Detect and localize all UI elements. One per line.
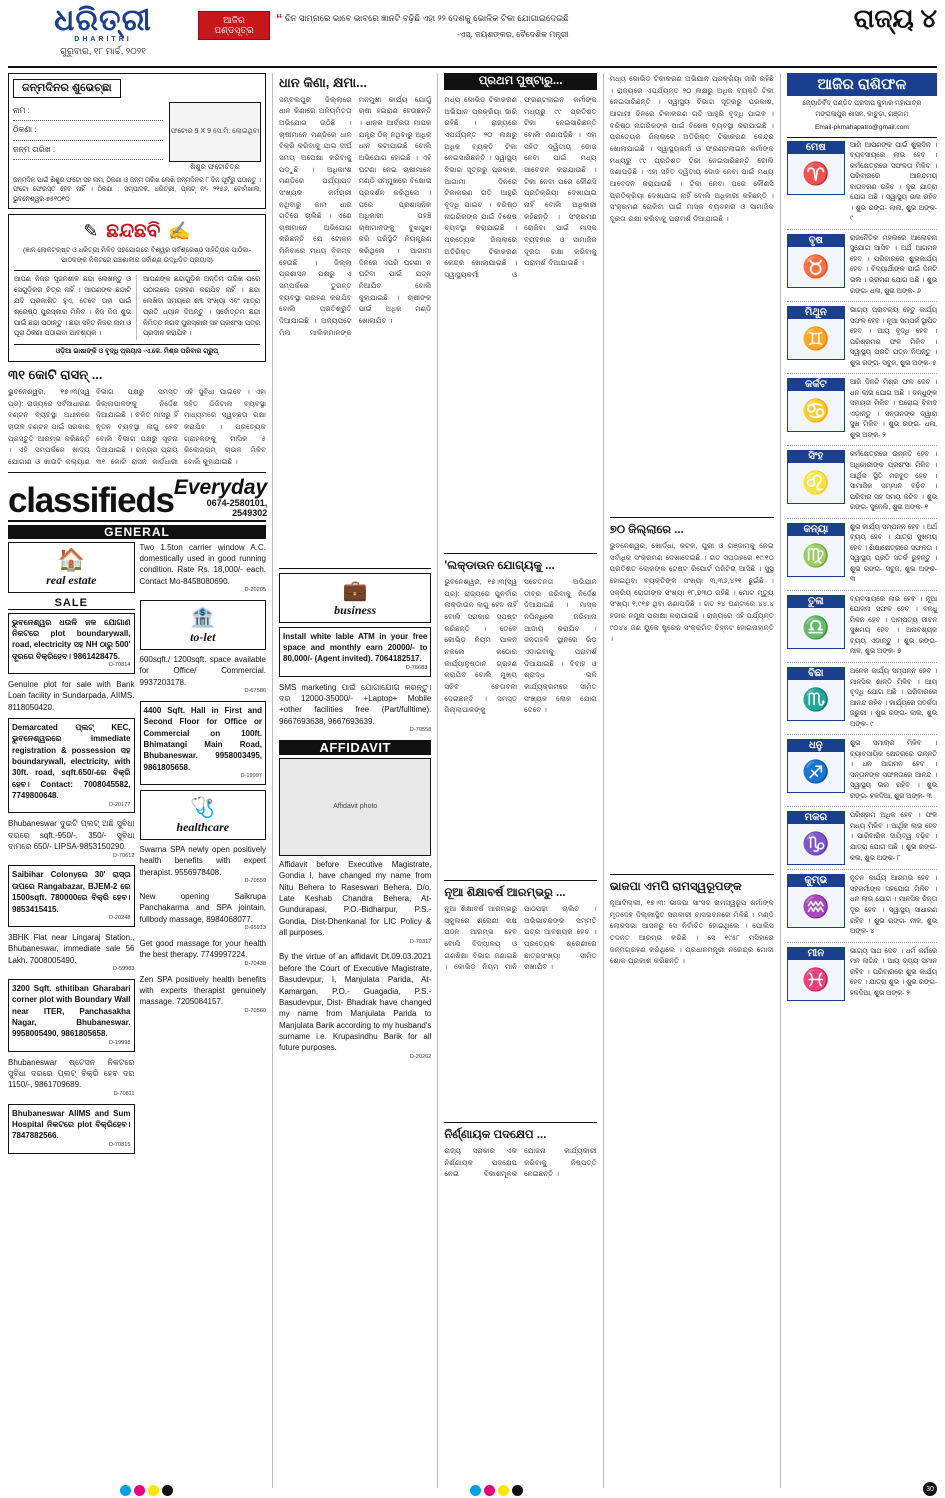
scorpio-icon: ♏	[787, 680, 845, 721]
ad-text: Affidavit before Executive Magistrate, Gondia I, have changed my name from Nitu Behera to Raseswari Behera. D/o. Late Keshab Chandra Behera, At- Gundurapasi, P.O.-Bidharpur, P.S.- Gondia, Dist-Dhenkanal for LIC Policy & all purposes.	[279, 859, 432, 938]
article-ration-body: ଭୁବନେଶ୍ୱର, ୧୭।୩(ସ୍ୱ ପ୍ର): ରାଜ୍ୟରେ ସର୍ବସାଧାରଣ ବଣ୍ଟନ ବ୍ୟବସ୍ଥା ଅଧୀନରେ ଚାଉଳ ବଣ୍ଟନ ପାଇଁ ସରକାର ପ୍ରସ୍ତୁତି ଆରମ୍ଭ କରିଛନ୍ତି । ଏହି ସମ୍ପର୍କରେ ଖାଦ୍ୟ ଯୋଗାଣ ଓ ଖାଉଟି କଲ୍ୟାଣ ବିଭାଗ ପକ୍ଷରୁ ସମସ୍ତ ଜିଲ୍ଲାପାଳଙ୍କୁ ନିର୍ଦ୍ଦେଶ ଦିଆଯାଇଛି । ଚଳିତ ମାସରୁ ହିଁ ନୂତନ ବ୍ୟବସ୍ଥା ଲାଗୁ ହେବ ବୋଲି ବିଭାଗ ପକ୍ଷରୁ ସୂଚନା ଦିଆଯାଇଛି । ରାଜ୍ୟର ପ୍ରାୟ ୩୧ କୋଟି ରାସନ କାର୍ଡ଼ଧାରୀ ଏହି ସୁବିଧା ପାଇବେ । ଏହା ସହିତ ଡିଜିଟାଲ ବ୍ୟବସ୍ଥା ମାଧ୍ୟମରେ ସ୍ୱଚ୍ଛତା ରକ୍ଷା କରାଯିବ । ପ୍ରତ୍ୟେକ ଗ୍ରାହକଙ୍କୁ ମାସିକ ୫ କିଲୋଗ୍ରାମ୍ ଚାଉଳ ମିଳିବ ବୋଲି କୁହାଯାଇଛି ।	[8, 386, 266, 466]
classified-ad[interactable]	[8, 1104, 135, 1154]
ad-text: Bhubaneswar AIIMS and Sum Hospital ନିକଟରେ plot ବିକ୍ରିହେବ। 7847882566.	[12, 1108, 131, 1141]
article-dhan-headline: ଧାନ କିଣା, କ୍ଷମା...	[279, 75, 367, 90]
rashi-name: ସିଂହ	[787, 450, 845, 463]
rashi-row	[787, 739, 937, 807]
ad-text: New opening Saikrupa Panchakarma and SPA jointain, fullbody massage, 8984068077.	[139, 892, 266, 924]
classified-ad[interactable]	[140, 542, 267, 595]
ad-text: Install white lable ATM in your free space and monthly earn 20000/- to 80,000/- (Agent invited). 7064182517.	[283, 631, 428, 664]
rashi-text: ଭାଗ୍ୟ ପ୍ରାବଲ୍ୟ ହେତୁ କାର୍ଯ୍ୟ ସଫଳ ହେବ । ନୂଆ ସମ୍ପର୍କ ସ୍ଥାପିତ ହେବ । ଆୟ ବୃଦ୍ଧି ହେବ । ପରିଶ୍ରମର ଫଳ ମିଳିବ । ସ୍ୱାସ୍ଥ୍ୟ ପ୍ରତି ଯତ୍ନ ନିଅନ୍ତୁ । ଶୁଭ ରଙ୍ଗ- ସବୁଜ, ଶୁଭ ଅଙ୍କ- ୫	[849, 307, 938, 367]
rashi-icon-makara	[787, 811, 845, 865]
aquarius-icon: ♒	[787, 887, 845, 928]
business-icon-box	[279, 573, 431, 623]
section-title	[722, 6, 937, 32]
ad-code: D-70811	[113, 1090, 135, 1097]
article-70-body: ଭୁବନେଶ୍ୱର, ଖୋର୍ଦ୍ଧା, କଟକ, ପୁରୀ ଓ ଗଞ୍ଜାମକୁ ନେଇ ସର୍ବାଧିକ ସଂକ୍ରମଣ ଦେଖାଦେଇଛି । ଗତ ସପ୍ତାହରେ ୧୯.୧୦ ପ୍ରତିଶତ ଲୋକଙ୍କ ଟେଷ୍ଟ ରିପୋର୍ଟ ପଜିଟିଭ୍ ଆସିଛି । ସୁସ୍ଥ ହୋଇଥିବା ବ୍ୟକ୍ତିଙ୍କ ସଂଖ୍ୟା ୩,୩୬,୪୨୧ ଛୁଇଁଛି । ସକ୍ରିୟ ରୋଗୀଙ୍କ ସଂଖ୍ୟା ୧୮,୭୩୦ ରହିଛି । ମୋଟ ମୃତ୍ୟୁ ସଂଖ୍ୟା ୧,୯୧୭ ଥିବା ଜଣାପଡ଼ିଛି । ଗତ ୨୪ ଘଣ୍ଟାରେ ୪୪.୪ ହଜାର ନମୁନା ପରୀକ୍ଷା କରାଯାଇଛି । ରାଜ୍ୟରେ ଏହି ପର୍ଯ୍ୟନ୍ତ ୯୦୪୪ ଜଣ ୟୁକେ ଷ୍ଟ୍ରେନ ସଂକ୍ରମିତ ଚିହ୍ନଟ ହୋଇନାହାନ୍ତି ।	[609, 541, 774, 644]
ad-code: D-70815	[109, 1141, 131, 1148]
ad-text: 3BHK Flat near Lingaraj Station., Bhubaneswar, immediate sale 56 Lakh. 7008005490.	[8, 932, 135, 965]
leo-icon: ♌	[787, 463, 845, 504]
rashi-row	[787, 234, 937, 302]
ad-code: D-70438	[244, 960, 266, 967]
registration-dots-right	[470, 1485, 523, 1496]
article-dhan	[279, 75, 431, 564]
rashi-row	[787, 811, 937, 870]
pisces-icon: ♓	[787, 960, 845, 1001]
birthday-field-name: ନାମ :	[13, 102, 163, 121]
registration-dots-left	[120, 1485, 173, 1496]
chhanda-footer: ଓଡ଼ିଆ ଭାଷାଙ୍କି ଓ ବୃଦ୍ଧି ପ୍ରୟାସ -ଏ.କେ. ମିଶ୍ର ପରିବାର ଗ୍ରୁପ୍	[14, 344, 260, 356]
ad-text: Get good massage for your health the best therapy. 7749997224.	[139, 939, 266, 960]
article-new-school-headline: ନୂଆ ଶିକ୍ଷାବର୍ଷ ଆରମ୍ଭରୁ ...	[444, 887, 566, 899]
article-bjp-headline: ଭାଜପା ଏମପି ରାମସ୍ୱରୂପଙ୍କ	[609, 881, 742, 893]
ad-code: D-20262	[409, 1053, 432, 1060]
footer-color-bar	[0, 1482, 945, 1498]
ad-code: D-20248	[109, 914, 131, 921]
birthday-fields	[13, 102, 163, 172]
rashi-icon-bichha	[787, 667, 845, 730]
classified-ad[interactable]	[279, 859, 431, 946]
rashi-icon-kanya	[787, 523, 845, 586]
real-estate-label: real estate	[46, 572, 97, 587]
classifieds-col-1	[8, 542, 135, 1159]
rashi-row	[787, 595, 937, 663]
classified-ad[interactable]	[279, 682, 431, 735]
rashi-text: କର୍ମକ୍ଷେତ୍ରରେ ଉନ୍ନତି ହେବ । ଅଧିକାରୀଙ୍କ ପ୍ରଶଂସା ମିଳିବ । ଆର୍ଥିକ ସ୍ଥିତି ମଜବୁତ ହେବ । ସାମାଜିକ ସମ୍ମାନ ବଢ଼ିବ । ପରିବାର ସହ ସମୟ କଟିବ । ଶୁଭ ରଙ୍ଗ- ସୁନେଲି, ଶୁଭ ଅଙ୍କ- ୧	[849, 451, 938, 512]
ad-text: 3200 Sqft. sthitiban Gharabari corner plot with Boundary Wall near ITER, Panchasakha Nagar, Bhubaneswar. 9958005490, 9861805658.	[12, 983, 131, 1039]
ad-text: 600sqft./ 1200sqft. space available for Office/ Commercial. 9937203178.	[139, 654, 266, 687]
rashi-text: ଭାଗ୍ୟ ସାଥ ଦେବ । ଧର୍ମ କର୍ମରେ ମନ ଲାଗିବ । ଆୟ ବ୍ୟୟ ସମାନ ରହିବ । ପରିବାରରେ ଶୁଭ କାର୍ଯ୍ୟ ହେବ । ଯାତ୍ରା ଶୁଭ । ଶୁଭ ରଙ୍ଗ- ହଳଦିଆ, ଶୁଭ ଅଙ୍କ- ୨	[849, 947, 938, 997]
ad-code: D-65913	[244, 925, 266, 932]
rashi-row	[787, 947, 937, 1005]
rashifala-title: ଆଜିର ରାଶିଫଳ	[787, 73, 937, 96]
real-estate-icon-box	[8, 542, 135, 593]
classified-ad[interactable]	[8, 718, 135, 813]
magenta-dot	[134, 1485, 145, 1496]
ad-code: D-70558	[409, 727, 432, 734]
rashi-text: ରାଜନୈତିକ ମହଲରେ ଆଲୋଚନା ସୁଯୋଗ ଆସିବ । ଅର୍ଥ ଆଗମନ ହେବ । ପରିବାରରେ ଶୁଭକାର୍ଯ୍ୟ ହେବ । ବିଦ୍ୟାର୍ଥୀଙ୍କ ପାଇଁ ଦିନଟି ଭଲ । ଭ୍ରମଣ ଯୋଗ ଅଛି । ଶୁଭ ରଙ୍ଗ- ଧଳା, ଶୁଭ ଅଙ୍କ- ୬	[849, 234, 938, 295]
rashi-text: ଶୁଭ କାର୍ଯ୍ୟ ସମ୍ପନ୍ନ ହେବ । ଅର୍ଥ ବ୍ୟୟ ହେବ । ଯାତ୍ରା ସୁଖମୟ ହେବ । ଶିକ୍ଷାକ୍ଷେତ୍ରରେ ସଫଳତା । ସ୍ୱାସ୍ଥ୍ୟ ପ୍ରତି ସତର୍କ ରୁହନ୍ତୁ । ଶୁଭ ରଙ୍ଗ- ସବୁଜ, ଶୁଭ ଅଙ୍କ- ୩	[849, 523, 938, 584]
ad-code: D-19998	[109, 1039, 131, 1046]
issue-date: ଗୁରୁବାର, ୧୮ ମାର୍ଚ୍ଚ, ୨୦୨୧	[60, 46, 146, 56]
chhanda-text-left: ଆପଣ ନିଜର ସୃଜନଶୀଳ ଛନ୍ଦା ଲେଖନ୍ତୁ ଓ ସେଗୁଡ଼ିକର ଚିତ୍ର ନାହିଁ । ଆପଣଙ୍କ ଛନ୍ଦାଟି ଯଦି ପ୍ରକାଶିତ ହୁଏ, ତେବେ ତାହା ପାଇଁ ଶ୍ରେଷ୍ଠ ପୁରସ୍କାର ମିଳିବ । ନିଜ ନିଜ ଶୁଭ ପାଇଁ ଛନ୍ଦା ପଠାନ୍ତୁ । ଛନ୍ଦା ସହିତ ନିଜର ନାମ ଓ ପୂରା ଠିକଣା ପଠାଇବା ଆବଶ୍ୟକ ।	[14, 275, 137, 340]
rashi-row	[787, 306, 937, 374]
classified-ad[interactable]	[140, 938, 267, 969]
key-dot	[162, 1485, 173, 1496]
briefcase-people-icon: 💼	[342, 579, 368, 602]
ad-text: Two 1.5ton carrier window A.C. domestically used in good running condition. Rate Rs. 18,000/- each. Contact Mo-8458080690.	[139, 542, 266, 586]
ad-text: Demarcated ପ୍ଲଟ୍ KEC, ଭୁବନେଶ୍ୱରରେ immediate registration & possession ସହ boundarywall, electricity, with 30ft. road, sqft.650/-ରେ ବିକ୍ରି ହେବ। Contact: 7008045582, 7749800648.	[12, 722, 131, 801]
rashi-icon-dhanu	[787, 739, 845, 802]
rashi-text: ବ୍ୟବସାୟରେ ଲାଭ ହେବ । ନୂଆ ଯୋଜନା ସଫଳ ହେବ । ବନ୍ଧୁ ମିଳନ ହେବ । ଦାମ୍ପତ୍ୟ ଜୀବନ ସୁଖମୟ ହେବ । ଅନାବଶ୍ୟକ ବ୍ୟୟ ଏଡ଼ାନ୍ତୁ । ଶୁଭ ରଙ୍ଗ- ନୀଳ, ଶୁଭ ଅଙ୍କ- ୭	[849, 595, 938, 656]
rashi-row	[787, 523, 937, 591]
rashi-text: ଶୁଭ ସମାଚାର ମିଳିବ । ବ୍ୟାବସାୟିକ କ୍ଷେତ୍ରରେ ଉନ୍ନତି । ଧନ ଆଗମନ ହେବ । ସନ୍ତାନଙ୍କ ସଫଳତାରେ ଆନନ୍ଦ । ସ୍ୱାସ୍ଥ୍ୟ ଭଲ ରହିବ । ଶୁଭ ରଙ୍ଗ- ହଳଦିଆ, ଶୁଭ ଅଙ୍କ- ୩	[849, 740, 938, 800]
ad-code: D-67586	[244, 687, 266, 694]
chhanda-text-right: ଆପଣଙ୍କ ଛନ୍ଦାଗୁଡ଼ିକ ଅନ୍ତିମ ତାରିଖ ପରେ ପଠାଇଲେ ଗ୍ରହଣ କରାଯିବ ନାହିଁ । ଛନ୍ଦା ଲେଖିବା ସମୟରେ ଶବ୍ଦ ସଂଖ୍ୟା ଏବଂ ମାତ୍ରା ପ୍ରତି ଧ୍ୟାନ ଦିଅନ୍ତୁ । ସର୍ବୋତ୍ତମ ଛନ୍ଦା ନିମିତ୍ତ ନଗଦ ପୁରସ୍କାର ସହ ପ୍ରଶଂସା ପତ୍ର ପ୍ରଦାନ କରାଯିବ ।	[143, 276, 260, 338]
classified-ad[interactable]	[8, 1057, 135, 1099]
rashi-name: ତୁଳା	[787, 595, 845, 608]
classifieds-section	[8, 477, 266, 1159]
rashi-icon-mithuna	[787, 306, 845, 369]
classified-ad[interactable]	[140, 701, 267, 785]
rashi-name: କର୍କଟ	[787, 378, 845, 391]
birthday-field-address: ଠିକଣା :	[13, 121, 163, 140]
rashi-name: ମକର	[787, 811, 845, 824]
cancer-icon: ♋	[787, 391, 845, 432]
classified-ad[interactable]	[8, 613, 135, 674]
healthcare-icon-box	[140, 790, 267, 840]
quote-mark-icon: “	[276, 11, 283, 26]
classifieds-sale-header: SALE	[8, 597, 135, 610]
rashi-row	[787, 141, 937, 230]
classifieds-title: classifieds	[8, 481, 174, 521]
business-label: business	[334, 602, 377, 617]
rashi-icon-mesha	[787, 141, 845, 225]
libra-icon: ♎	[787, 608, 845, 649]
cyan-dot	[470, 1485, 481, 1496]
aries-icon: ♈	[787, 154, 845, 195]
classifieds-col-2	[140, 542, 267, 1159]
rashi-row	[787, 378, 937, 446]
chhanda-subtitle: (ଜ୍ଞାନ ଲୋକଟ୍ରଷ୍ଟ ଓ ଧରିତ୍ରୀ ମିଳିତ ସହଯୋଗରେ ବିଶ୍ୱର ସର୍ବଶ୍ରେଷ୍ଠ ସାହିତ୍ୟିକ ପାଠିକା-ପାଠକଙ୍କ ନିକଟରେ ପଞ୍ଚଶାଳୀର ସର୍ବାଣ୍ଣ ଉଦ୍ଧିଡ଼ିତ ପ୍ରୟାସ)	[14, 246, 260, 271]
ad-code: D-20177	[109, 801, 131, 808]
article-prathama-headline: ପ୍ରଥମ ପୁଷ୍ଟାରୁ...	[444, 73, 596, 90]
page-columns	[8, 73, 937, 1488]
classified-ad[interactable]	[8, 679, 135, 713]
masthead	[8, 6, 937, 68]
rashi-name: କୁମ୍ଭ	[787, 874, 845, 887]
masthead-brand	[8, 6, 198, 57]
classifieds-phone: 0674-2580101, 2549302	[206, 497, 268, 518]
affidavit-photo: Affidavit photo	[279, 758, 431, 856]
to-let-sign-icon: 🏦	[190, 606, 216, 629]
article-70-headline: ୭୦ ଜିଲ୍ଲାରେ ...	[609, 524, 684, 536]
to-let-icon-box	[140, 600, 267, 650]
rashi-name: ବିଛା	[787, 667, 845, 680]
chhanda-box	[8, 214, 266, 362]
ad-code: D-59983	[113, 965, 135, 972]
classifieds-general-header: GENERAL	[8, 525, 266, 539]
column-two	[272, 73, 431, 1488]
ad-code: D-70559	[244, 878, 266, 885]
section-name: ରାଜ୍ୟ	[853, 4, 914, 33]
classified-ad[interactable]	[140, 891, 267, 933]
rashi-text: ଅନେକ କାର୍ଯ୍ୟ ସମ୍ପନ୍ନ ହେବ । ମାନସିକ ଶାନ୍ତି ମିଳିବ । ଆୟ ବୃଦ୍ଧି ଯୋଗ ଅଛି । ପରିବାରରେ ଆନନ୍ଦ ରହିବ । କାର୍ଯ୍ୟରେ ସତର୍କତା ଜରୁରୀ । ଶୁଭ ରଙ୍ଗ- ଲାଲ, ଶୁଭ ଅଙ୍କ- ୯	[849, 668, 938, 728]
section-page-number: ୪	[920, 4, 937, 33]
classifieds-col-3	[279, 573, 431, 1062]
article-ration	[8, 367, 266, 467]
ad-text: Bhubaneswar ଷ୍ଟେସନ ନିକଟରେ ସୁବିଧା ଦରରେ ପ୍ଲଟ୍ ବିକ୍ରି ହେବ ଦର 1150/-, 9861709689.	[8, 1057, 135, 1090]
photo-caption: ଶିଶୁର ଫଟୋଚିତ୍ର	[190, 164, 240, 171]
ad-code: D-76683	[405, 664, 428, 671]
ad-text: Saibihar Colonyରେ 30' ରାସ୍ତା ଉପରେ Rangabazar, BJEM-2 ରେ 1500sqft. 780000ରେ ବିକ୍ରି ହେବ। 9853415415.	[12, 870, 131, 914]
virgo-icon: ♍	[787, 536, 845, 577]
ad-text: Swarna SPA newly open positively health benefits with expert therapist. 9556978408.	[139, 845, 266, 877]
paper-logo-sub: DHARITRI	[74, 36, 132, 43]
rashi-text: ଆଜି ଦିନଟି ମିଶ୍ର ଫଳ ଦେବ । ଧନ ଲାଭ ଯୋଗ ଅଛି । ବନ୍ଧୁଙ୍କ ସହାୟତା ମିଳିବ । ଘରୋଇ ବିବାଦ ଏଡ଼ାନ୍ତୁ । ସନ୍ତାନଙ୍କ ଦ୍ୱାରା ସୁଖ ମିଳିବ । ଶୁଭ ରଙ୍ଗ- ଧଳା, ଶୁଭ ଅଙ୍କ- ୨	[849, 379, 938, 439]
masthead-quote-area	[198, 6, 722, 40]
magenta-dot	[484, 1485, 495, 1496]
yellow-dot	[148, 1485, 159, 1496]
classified-ad[interactable]	[279, 627, 431, 677]
house-icon: 🏠	[57, 546, 85, 572]
article-lockdown-body: ଭୁବନେଶ୍ୱର, ୧୭।୩(ସ୍ୱ ପ୍ର): ରାଜ୍ୟରେ ପୁନର୍ବାର ଲକ୍‌ଡାଉନ ଲାଗୁ ହେବ ନାହିଁ ବୋଲି ସରକାର ସ୍ପଷ୍ଟ କରିଛନ୍ତି । ତେବେ କୋଭିଡ଼ ନିୟମ ପାଳନ ନକଲେ କଠୋର କାର୍ଯ୍ୟାନୁଷ୍ଠାନ ଗ୍ରହଣ କରାଯିବ ବୋଲି ମୁଖ୍ୟ ସଚିବ ଚେତାବନୀ ଦେଇଛନ୍ତି । ସମସ୍ତ ଜିଲ୍ଲାପାଳଙ୍କୁ ସଚେତନତା ଅଭିଯାନ ତୀବ୍ର କରିବାକୁ ନିର୍ଦ୍ଦେଶ ଦିଆଯାଇଛି । ମାସ୍କ ନପିନ୍ଧିଲେ ଜରିମାନା ଆଦାୟ କରାଯିବ । ଜନଗହଳି ସ୍ଥାନରେ ଭିଡ଼ ଏଡ଼ାଇବାକୁ ପରାମର୍ଶ ଦିଆଯାଇଛି । ବିବାହ ଓ ଶ୍ରାଦ୍ଧ ଭଳି କାର୍ଯ୍ୟକ୍ରମରେ ସୀମିତ ସଂଖ୍ୟକ ଲୋକ ଯୋଗ ଦେବେ ।	[444, 577, 597, 715]
classified-ad[interactable]	[8, 979, 135, 1052]
stethoscope-icon: 🩺	[190, 797, 216, 820]
sagittarius-icon: ♐	[787, 752, 845, 793]
rashifala-credit: ଜ୍ୟୋତିର୍ବିଦ୍ ପଣ୍ଡିତ ପ୍ରଦୀପ କୁମାର ମହାପାତ୍ର ମଙ୍ଗଳାପୁର ଶାସନ, କାଚୁଡ଼ା, ଗଞ୍ଜାମ	[802, 100, 922, 118]
birthday-field-dob: ଜନ୍ମ ତାରିଖ :	[13, 141, 163, 160]
chhanda-title: ଛନ୍ଦଛବି	[106, 220, 161, 243]
classified-ad[interactable]	[8, 932, 135, 974]
birthday-greetings-box	[8, 73, 266, 209]
ad-code: D-70612	[113, 852, 135, 859]
key-dot	[512, 1485, 523, 1496]
capricorn-icon: ♑	[787, 824, 845, 865]
quote-block	[276, 10, 569, 40]
quote-badge: ଆଜିର ପଣ୍ଡସୂତ୍ର	[198, 11, 270, 40]
article-nirnayak-headline: ନିର୍ଣ୍ଣାୟକ ପଦକ୍ଷେପ ...	[444, 1129, 547, 1141]
ad-code: D-20205	[244, 586, 266, 593]
rashi-text: ପରିଶ୍ରମ ଅଧିକ ହେବ । ଫଳ ମଧ୍ୟ ମିଳିବ । ଆର୍ଥିକ ଲାଭ ହେବ । ପାରିବାରିକ ଦାୟିତ୍ୱ ବଢ଼ିବ । ଯାତ୍ରା ଯୋଗ ଅଛି । ଶୁଭ ରଙ୍ଗ- କଳା, ଶୁଭ ଅଙ୍କ- ୮	[849, 812, 938, 862]
classified-ad[interactable]	[8, 865, 135, 926]
rashi-text: ନୂତନ କାର୍ଯ୍ୟ ଆରମ୍ଭ ହେବ । ସହକର୍ମୀଙ୍କ ସହଯୋଗ ମିଳିବ । ଧନ ଲାଭ ଯୋଗ । ମାନସିକ ଚିନ୍ତା ଦୂର ହେବ । ସ୍ୱାସ୍ଥ୍ୟ ସାଧାରଣ ରହିବ । ଶୁଭ ରଙ୍ଗ- ନୀଳ, ଶୁଭ ଅଙ୍କ- ୪	[849, 875, 938, 936]
rashi-name: ବୃଷ	[787, 234, 845, 247]
masthead-section	[722, 6, 937, 32]
classified-ad[interactable]	[279, 951, 431, 1061]
rashi-row	[787, 450, 937, 518]
footer-page-number: 30	[923, 1482, 937, 1496]
classifieds-everyday-label: Everyday	[173, 475, 268, 499]
rashi-icon-brusha	[787, 234, 845, 297]
classified-ad[interactable]	[140, 654, 267, 696]
affidavit-header: AFFIDAVIT	[279, 740, 431, 755]
column-four-text	[610, 73, 774, 1488]
article-prathama-cont: ମଧ୍ୟ କୋଭିଡ଼ ଟିକାକରଣ ଅଭିଯାନ ପ୍ରକ୍ରିୟା ଜାରି ରହିଛି । ରାଜ୍ୟରେ ଏପର୍ଯ୍ୟନ୍ତ ୨୦ ଲକ୍ଷରୁ ଅଧିକ ବ୍ୟକ୍ତି ଟିକା ନେଇସାରିଛନ୍ତି । ସ୍ୱାସ୍ଥ୍ୟ ବିଭାଗ ସୂତ୍ରରୁ ପ୍ରକାଶ, ଆଗାମୀ ଦିନରେ ଟିକାକରଣ ଗତି ଆହୁରି ବୃଦ୍ଧି ପାଇବ । ବରିଷ୍ଠ ନାଗରିକଙ୍କ ପାଇଁ ବିଶେଷ ବ୍ୟବସ୍ଥା କରାଯାଇଛି । ପ୍ରତ୍ୟେକ ଜିଲ୍ଲାରେ ଅତିରିକ୍ତ ଟିକାକରଣ କେନ୍ଦ୍ର ଖୋଲାଯାଇଛି । ସ୍ୱାସ୍ଥ୍ୟକର୍ମୀ ଓ ଫ୍ରଣ୍ଟଲାଇନ କର୍ମୀଙ୍କ ମଧ୍ୟରୁ ୯୯ ପ୍ରତିଶତ ଟିକା ନେଇସାରିଛନ୍ତି ବୋଲି ଜଣାପଡ଼ିଛି । ଏହା ସହିତ ଦ୍ୱିତୀୟ ଡୋଜ ନେବା ପାଇଁ ମଧ୍ୟ ଆବେଦନ କରାଯାଉଛି । ଟିକା ନେବା ପରେ କୌଣସି ପ୍ରତିକ୍ରିୟା ଦେଖାଯାଇ ନାହିଁ ବୋଲି ଅଧିକାରୀ କହିଛନ୍ତି । ସଂକ୍ରମଣ ରୋକିବା ପାଇଁ ମାସ୍କ ବ୍ୟବହାର ଓ ସାମାଜିକ ଦୂରତା ରକ୍ଷା କରିବାକୁ ପରାମର୍ଶ ଦିଆଯାଇଛି ।	[609, 74, 774, 223]
gemini-icon: ♊	[787, 319, 845, 360]
ad-text: Genuine plot for sale with Bank Loan facility in Sundarpada, AIIMS. 8118050420.	[8, 679, 135, 712]
chhanda-decor-icon-2: ✍	[168, 221, 191, 242]
rashi-text: ଆଜି ଆପଣଙ୍କ ପାଇଁ ଶୁଭଦିନ । ବ୍ୟବସାୟରେ ଲାଭ ହେବ । କର୍ମକ୍ଷେତ୍ରରେ ସଫଳତା ମିଳିବ । ପରିବାରରେ ଆନନ୍ଦମୟ ବାତାବରଣ ରହିବ । ଦୂର ଯାତ୍ରା ଯୋଗ ଅଛି । ସ୍ୱାସ୍ଥ୍ୟ ଭଲ ରହିବ । ଶୁଭ ରଙ୍ଗ- ଲାଲ, ଶୁଭ ଅଙ୍କ- ୯	[849, 141, 938, 223]
ad-code: D-19997	[240, 773, 262, 780]
rashi-icon-karkata	[787, 378, 845, 441]
rashi-icon-tula	[787, 595, 845, 658]
article-ration-headline: ୩୧ କୋଟି ରାସନ୍ ...	[8, 367, 103, 383]
quote-attribution: -ଏସ୍. ଜୟଶଙ୍କର, ବୈଦେଶିକ ମନ୍ତ୍ରୀ	[457, 29, 569, 39]
rashi-name: ମିଥୁନ	[787, 306, 845, 319]
column-left	[8, 73, 266, 1488]
quote-text: ଦିନ ସାମ୍ନାରେ ଭାବେ ଭାବରେ ଜ୍ଞାନଟି ବଢ଼ିଛି ଏହା ୨୨ ଦେଶକୁ ଭୋଳିକ ଟିକା ଯୋଗାଇଦେଇଛି	[284, 13, 569, 23]
article-dhan-body: ସମ୍ବଲପୁର ଜିଲ୍ଲାରେ ଧାନ କିଣାରେ ଅନିୟମିତତା ଅଭିଯୋଗ ଉଠିଛି । ଚାଷୀମାନେ ମଣ୍ଡିରେ ଧାନ ବିକ୍ରି କରିବାକୁ ଯାଇ ଦୀର୍ଘ ସମୟ ଅପେକ୍ଷା କରିବାକୁ ପଡ଼ୁଛି । ଅଧିକାଂଶ ମଣ୍ଡିରେ ପର୍ଯ୍ୟାପ୍ତ ସଂଖ୍ୟକ କର୍ମଚାରୀ ନଥିବାରୁ କାମ ଧୀର ଗତିରେ ଚାଲିଛି । ଏଣେ ଚାଷୀମାନେ ଅଭିଯୋଗ କରିଛନ୍ତି ଯେ ଟୋକନ ମିଳିବାରେ ମଧ୍ୟ ବିଳମ୍ବ ହେଉଛି । ଜିଲ୍ଲା ପ୍ରଶାସନ ପକ୍ଷରୁ ଏ ସମ୍ପର୍କରେ ତୁରନ୍ତ ବ୍ୟବସ୍ଥା ଗ୍ରହଣ କରାଯିବ ବୋଲି ପ୍ରତିଶ୍ରୁତି ଦିଆଯାଇଛି । ଅନ୍ୟପଟେ ମିଲ ମାଲିକମାନଙ୍କ ମନମୁଖୀ କାର୍ଯ୍ୟ ଯୋଗୁଁ ଚାଷୀ ହଇରାଣ ହେଉଛନ୍ତି । ଧାନର ଆର୍ଦ୍ରତା ମାପକ ଯନ୍ତ୍ର ଠିକ୍ ନଥିବାରୁ ଅଧିକ ଧାନ କଟାଯାଉଛି ବୋଲି ଅଭିଯୋଗ ହୋଇଛି । ଏହି ଘଟଣା ନେଇ ଚାଷୀମାନେ ମଣ୍ଡି ସମ୍ମୁଖରେ ବିକ୍ଷୋଭ ପ୍ରଦର୍ଶନ କରିଥିଲେ । ପରେ ପ୍ରଶାସନିକ ଅଧିକାରୀ ପହଞ୍ଚି ଚାଷୀମାନଙ୍କୁ ବୁଝାସୁଝା କରି ପରିସ୍ଥିତି ନିୟନ୍ତ୍ରଣ କରିଥିଲେ । ଆଗାମୀ ଦିନରେ ଏପରି ଘଟଣା ନ ଘଟିବା ପାଇଁ ଯତ୍ନ ନିଆଯିବ ବୋଲି କୁହାଯାଇଛି । ଚାଷୀଙ୍କ ପାଇଁ ଅଧିକ ମଣ୍ଡି ଖୋଲାଯିବ ।	[279, 94, 432, 337]
rashifala-email: Email-pkmahapatro@gmail.com	[787, 123, 937, 138]
to-let-label: to-let	[190, 629, 216, 644]
birthday-note: ଜନ୍ମଦିନ ପାଇଁ ଶିଶୁର ଫଟୋ ସହ ନାମ, ଠିକଣା ଓ ଜନ୍ମ ତାରିଖ ଲେଖି ଜନ୍ମଦିନର ୮ ଦିନ ପୂର୍ବରୁ ପଠାନ୍ତୁ । ଫଟୋ ଫେରସ୍ତ ହେବ ନାହିଁ । ଠିକଣା : ସମ୍ପାଦକ, ଧରିତ୍ରୀ, ପ୍ଲଟ୍ ନଂ- ୨୧୫୬, ବୋମିଖାଲ, ଭୁବନେଶ୍ୱର-୭୫୧୦୧୦	[13, 177, 261, 203]
rashi-icon-mina	[787, 947, 845, 1001]
birthday-photo-area	[169, 102, 261, 172]
chhanda-decor-icon: ✎	[83, 221, 99, 242]
ad-code: D-70814	[109, 661, 131, 668]
rashi-row	[787, 667, 937, 735]
paper-logo: ଧରିତ୍ରୀ	[54, 4, 152, 37]
rashi-row	[787, 874, 937, 942]
classified-ad[interactable]	[140, 844, 267, 886]
classified-ad[interactable]	[8, 818, 135, 860]
ad-code: D-70317	[409, 938, 432, 945]
yellow-dot	[498, 1485, 509, 1496]
birthday-title: ଜନ୍ମଦିନର ଶୁଭେଚ୍ଛା	[13, 79, 121, 98]
classified-ad[interactable]	[140, 974, 267, 1016]
ad-code: D-70560	[244, 1007, 266, 1014]
article-bjp-body: ନୂଆଦିଲ୍ଲୀ, ୧୭।୩: ଭାଜପା ସାଂସଦ ରାମସ୍ୱରୂପ ଶର୍ମାଙ୍କ ମୃତଦେହ ଦିଲ୍ଲୀସ୍ଥିତ ସରକାରୀ ବାସଭବନରେ ମିଳିଛି । ମଣ୍ଡି ଲୋକସଭା ଆସନରୁ ସେ ନିର୍ବାଚିତ ହୋଇଥିଲେ । ପୋଲିସ ତଦନ୍ତ ଆରମ୍ଭ କରିଛି । ସେ ୧୯୫୮ ମସିହାରେ ଜନ୍ମଗ୍ରହଣ କରିଥିଲେ । ପ୍ରଧାନମନ୍ତ୍ରୀ ନରେନ୍ଦ୍ର ମୋଦୀ ଶୋକ ପ୍ରକାଶ କରିଛନ୍ତି ।	[609, 898, 774, 966]
article-prathama-body: ମଧ୍ୟ କୋଭିଡ଼ ଟିକାକରଣ ଅଭିଯାନ ପ୍ରକ୍ରିୟା ଜାରି ରହିଛି । ରାଜ୍ୟରେ ଏପର୍ଯ୍ୟନ୍ତ ୨୦ ଲକ୍ଷରୁ ଅଧିକ ବ୍ୟକ୍ତି ଟିକା ନେଇସାରିଛନ୍ତି । ସ୍ୱାସ୍ଥ୍ୟ ବିଭାଗ ସୂତ୍ରରୁ ପ୍ରକାଶ, ଆଗାମୀ ଦିନରେ ଟିକାକରଣ ଗତି ଆହୁରି ବୃଦ୍ଧି ପାଇବ । ବରିଷ୍ଠ ନାଗରିକଙ୍କ ପାଇଁ ବିଶେଷ ବ୍ୟବସ୍ଥା କରାଯାଇଛି । ପ୍ରତ୍ୟେକ ଜିଲ୍ଲାରେ ଅତିରିକ୍ତ ଟିକାକରଣ କେନ୍ଦ୍ର ଖୋଲାଯାଇଛି । ସ୍ୱାସ୍ଥ୍ୟକର୍ମୀ ଓ ଫ୍ରଣ୍ଟଲାଇନ କର୍ମୀଙ୍କ ମଧ୍ୟରୁ ୯୯ ପ୍ରତିଶତ ଟିକା ନେଇସାରିଛନ୍ତି ବୋଲି ଜଣାପଡ଼ିଛି । ଏହା ସହିତ ଦ୍ୱିତୀୟ ଡୋଜ ନେବା ପାଇଁ ମଧ୍ୟ ଆବେଦନ କରାଯାଉଛି । ଟିକା ନେବା ପରେ କୌଣସି ପ୍ରତିକ୍ରିୟା ଦେଖାଯାଇ ନାହିଁ ବୋଲି ଅଧିକାରୀ କହିଛନ୍ତି । ସଂକ୍ରମଣ ରୋକିବା ପାଇଁ ମାସ୍କ ବ୍ୟବହାର ଓ ସାମାଜିକ ଦୂରତା ରକ୍ଷା କରିବାକୁ ପରାମର୍ଶ ଦିଆଯାଇଛି ।	[444, 95, 597, 279]
column-four	[603, 73, 774, 1488]
rashi-name: ମୀନ	[787, 947, 845, 960]
article-lockdown-headline: 'ଲକ୍‌ଡାଉନ ଯୋଗ୍ୟକୁ ...	[444, 560, 555, 572]
ad-text: By the virtue of an affidavit Dt.09.03.2021 before the Court of Executive Magistrate, Basudevpur, I, Manjulata Parida, At- Kamargan, P.O.- Guagadia, P.S.- Basudevpur, Dist- Bhadrak have changed my name from Manjulata Parida to Manjulata Barik according to my husband's surname i.e. Krupasindhu Barik for all future purposes.	[279, 952, 432, 1053]
healthcare-label: healthcare	[176, 820, 230, 835]
ad-text: Bhubaneswar ଦୁଇଟି ପ୍ଲଟ୍ ଅଛି ସୁବିଧା ଦରରେ sqft.-950/-, 350/- ସୁବିଧା ଦାମରେ 650/- LIPSA-9853150290.	[8, 819, 135, 852]
article-nirnayak-body: ରାଜ୍ୟ ସରକାର ଏକ ନିର୍ଣ୍ଣାୟକ ପଦକ୍ଷେପ ନେଇ ବିକାଶମୂଳକ ଯୋଜନା କାର୍ଯ୍ୟକାରୀ କରିବାକୁ ନିଷ୍ପତ୍ତି ନେଇଛନ୍ତି ।	[444, 1146, 597, 1179]
rashifala-column	[780, 73, 937, 1488]
ad-text: 4400 Sqft. Hall in First and Second Floor for Office or Commercial on 100ft. Bhimatangi Main Road, Bhubaneswar. 9958003495, 9861805658.	[143, 705, 262, 772]
rashi-name: କନ୍ୟା	[787, 523, 845, 536]
cyan-dot	[120, 1485, 131, 1496]
rashi-icon-singha	[787, 450, 845, 513]
ad-text: ଭୁବନେଶ୍ୱର ଧଉଳି ଜଳ ଯୋଗାଣ ନିକଟରେ plot boundarywall, road, electricity ସହ NH ଠାରୁ 500' ଦୂରରେ ବିକ୍ରିହେବ। 9861428475.	[12, 617, 131, 661]
rashi-name: ଧନୁ	[787, 739, 845, 752]
rashi-icon-kumbha	[787, 874, 845, 937]
article-new-school-body: ନୂଆ ଶିକ୍ଷାବର୍ଷ ଆରମ୍ଭରୁ ସ୍କୁଲରେ ଶ୍ରେଣୀ କକ୍ଷ ପଠନ ଆରମ୍ଭ ହେବ ବୋଲି ବିଦ୍ୟାଳୟ ଓ ଗଣଶିକ୍ଷା ବିଭାଗ ଜଣାଇଛି । କୋଭିଡ଼ ନିୟମ ମାନି ପାଠପଢ଼ା ଚାଲିବ । ଅଭିଭାବକଙ୍କ ସମ୍ମତି ପତ୍ର ଆବଶ୍ୟକ ହେବ । ପ୍ରତ୍ୟେକ ଶ୍ରେଣୀରେ ଛାତ୍ରସଂଖ୍ୟା ସୀମିତ ରଖାଯିବ ।	[444, 904, 597, 972]
rashi-name: ମେଷ	[787, 141, 845, 154]
photo-spec-text: ଫଟୋର 9 X 9 ସେ.ମି. ଲୋଇଥିବା	[169, 102, 261, 162]
column-three	[437, 73, 596, 1488]
ad-text: SMS marketing ପାଇଁ ଯୋଗାଯୋଗ କରନ୍ତୁ। ଦର 12000-35000/- +Laptop+ Mobile +other facilities free (Part/fulltime). 9667693638, 9667693639.	[279, 682, 432, 726]
taurus-icon: ♉	[787, 247, 845, 288]
ad-text: Zen SPA positively health benefits with experts therapist genuinely massage. 7205084157.	[139, 974, 266, 1007]
